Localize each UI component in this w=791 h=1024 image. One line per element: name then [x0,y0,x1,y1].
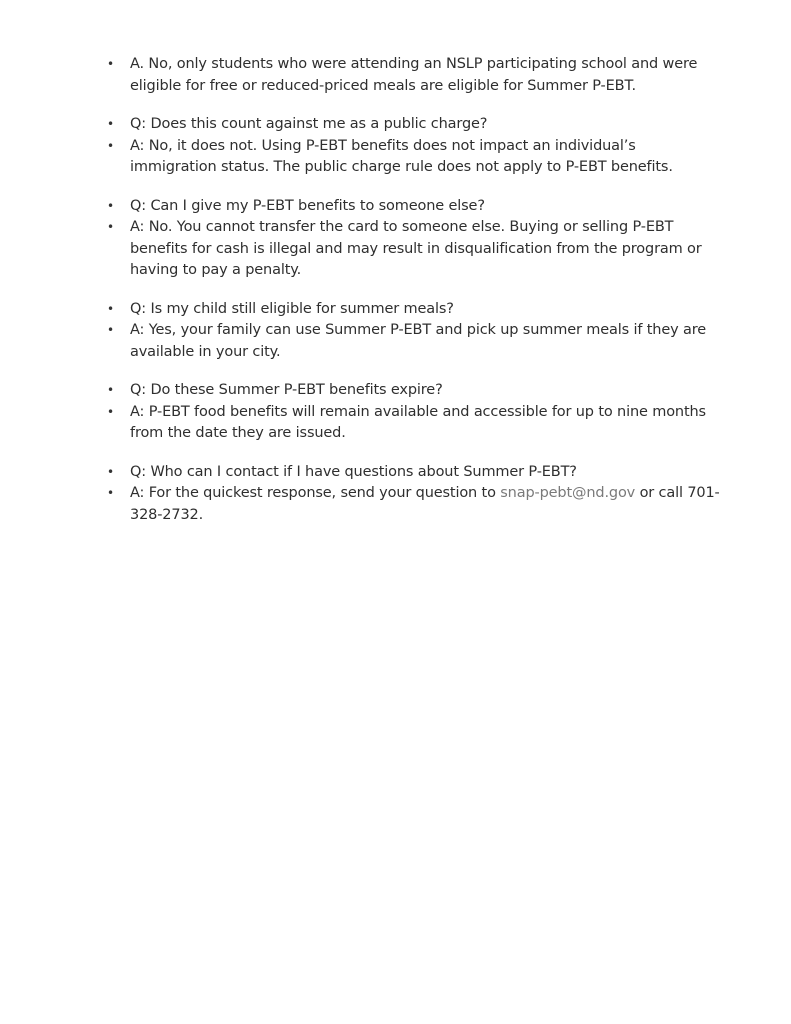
faq-group-public-charge [106,114,726,179]
faq-question [106,380,726,402]
bullet-icon: • [107,383,114,397]
faq-answer [106,483,726,526]
faq-group-eligibility [106,54,726,97]
faq-answer-text: A: P-EBT food benefits will remain available and accessible for up to nine months from the date they are issued. [130,403,706,441]
faq-group-contact [106,462,726,527]
faq-question [106,196,726,218]
faq-question-text: Q: Who can I contact if I have questions about Summer P-EBT? [130,463,577,480]
faq-answer-text: A: Yes, your family can use Summer P-EBT and pick up summer meals if they are available in your city. [130,322,706,360]
faq-answer-text: A: No, it does not. Using P-EBT benefits does not impact an individual’s immigration status. The public charge rule does not apply to P-EBT benefits. [130,137,673,175]
faq-question-text: Q: Is my child still eligible for summer meals? [130,300,454,317]
faq-answer [106,402,726,445]
bullet-icon: • [107,404,114,419]
contact-answer-suffix: or call 701-328-2732. [130,485,720,523]
faq-answer [106,136,726,179]
faq-question-text: Q: Does this count against me as a public charge? [130,116,488,132]
faq-question-text: Q: Can I give my P-EBT benefits to someone else? [130,197,485,214]
bullet-icon: • [107,57,114,71]
faq-question [106,114,726,136]
bullet-icon: • [107,138,114,153]
faq-answer-text: A: No. You cannot transfer the card to someone else. Buying or selling P-EBT benefits for cash is illegal and may result in disqualification from the program or having to pay a penalty. [130,219,702,278]
bullet-icon: • [107,198,114,213]
faq-group-summer-meals [106,299,726,364]
faq-answer [106,320,726,363]
faq-answer [106,217,726,282]
bullet-icon: • [107,464,114,479]
bullet-icon: • [107,486,114,500]
faq-question [106,462,726,484]
faq-list [106,54,726,543]
faq-answer-text: A. No, only students who were attending an NSLP participating school and were eligible for free or reduced-priced meals are eligible for Summer P-EBT. [130,56,698,94]
faq-group-expiration [106,380,726,445]
faq-question-text: Q: Do these Summer P-EBT benefits expire? [130,382,443,398]
faq-group-transfer [106,196,726,282]
contact-email-link[interactable]: snap-pebt@nd.gov [500,485,636,501]
bullet-icon: • [107,220,114,234]
contact-answer-prefix: A: For the quickest response, send your question to [130,485,501,501]
bullet-icon: • [107,323,114,337]
faq-question [106,299,726,321]
bullet-icon: • [107,301,114,316]
bullet-icon: • [107,117,114,131]
faq-answer [106,54,726,97]
